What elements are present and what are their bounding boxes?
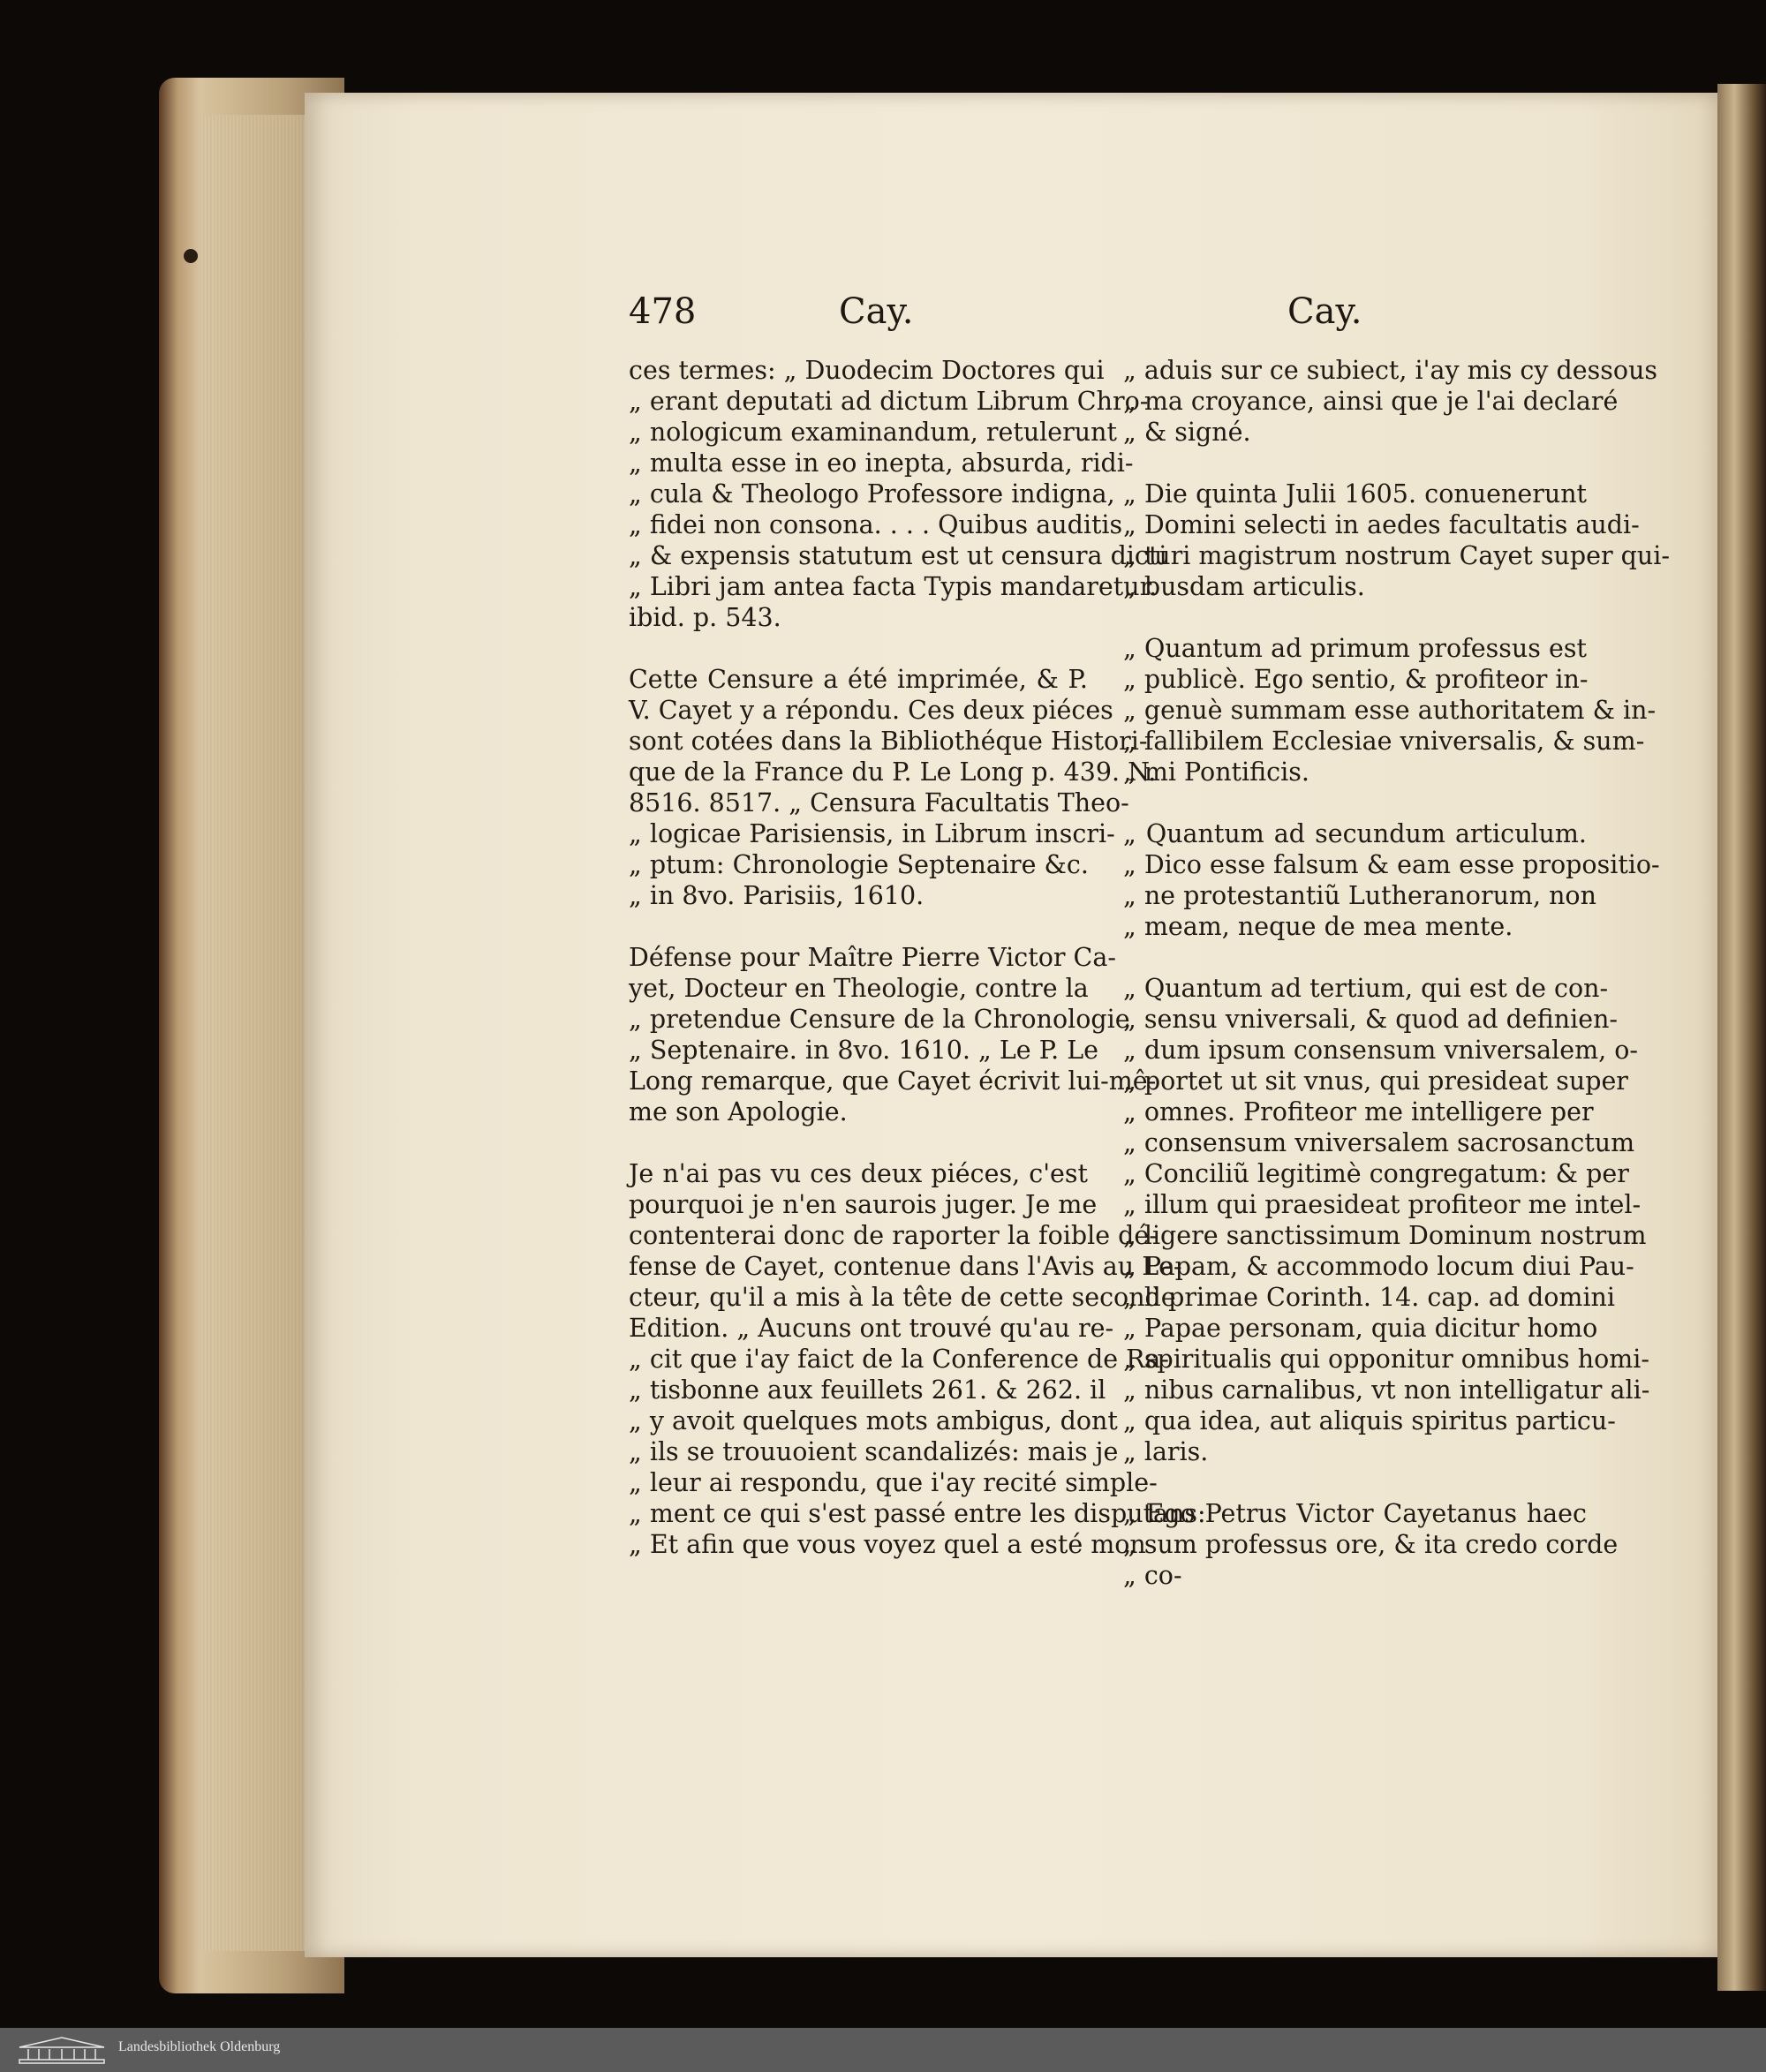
page-number: 478 [629, 291, 697, 332]
text-line: yet, Docteur en Theologie, contre la [629, 974, 1089, 1003]
text-line: cteur, qu'il a mis à la tête de cette seconde [629, 1283, 1176, 1312]
text-line: sont cotées dans la Bibliothéque Histori- [629, 727, 1148, 756]
text-line: „ laris. [1123, 1437, 1209, 1466]
paragraph-gap [1123, 1467, 1587, 1498]
text-line: „ Papae personam, quia dicitur homo [1123, 1314, 1598, 1343]
text-line: „ Papam, & accommodo locum diui Pau- [1123, 1252, 1634, 1281]
text-line: Edition. „ Aucuns ont trouvé qu'au re- [629, 1314, 1114, 1343]
paragraph-gap [629, 1127, 1088, 1158]
text-line: me son Apologie. [629, 1097, 848, 1126]
text-line: „ turi magistrum nostrum Cayet super qui- [1123, 541, 1670, 570]
paragraph-gap [1123, 602, 1587, 633]
text-line: „ & expensis statutum est ut censura dicti [629, 541, 1167, 570]
text-line: „ Domini selecti in aedes facultatis audi- [1123, 510, 1640, 539]
text-line: 8516. 8517. „ Censura Facultatis Theo- [629, 788, 1129, 817]
text-line: Cette Censure a été imprimée, & P. [629, 665, 1088, 694]
text-line: „ sensu vniversali, & quod ad definien- [1123, 1005, 1619, 1034]
text-line: „ publicè. Ego sentio, & profiteor in- [1123, 665, 1589, 694]
text-line: „ fallibilem Ecclesiae vniversalis, & sum- [1123, 727, 1645, 756]
text-line: „ portet ut sit vnus, qui presideat super [1123, 1066, 1628, 1096]
text-line: „ ils se trouuoient scandalizés: mais je [629, 1437, 1119, 1466]
text-line: „ cit que i'ay faict de la Conference de Ra- [629, 1345, 1169, 1374]
right-text-column [1123, 355, 1670, 1591]
text-line: fense de Cayet, contenue dans l'Avis au Le- [629, 1252, 1182, 1281]
text-line: „ nibus carnalibus, vt non intelligatur ali- [1123, 1375, 1650, 1405]
text-line: „ Ego Petrus Victor Cayetanus haec [1123, 1499, 1587, 1528]
text-line: „ erant deputati ad dictum Librum Chro- [629, 387, 1149, 416]
text-line: ibid. p. 543. [629, 603, 781, 632]
text-line: „ Quantum ad tertium, qui est de con- [1123, 974, 1609, 1003]
text-line: „ li primae Corinth. 14. cap. ad domini [1123, 1283, 1616, 1312]
text-line: pourquoi je n'en saurois juger. Je me [629, 1190, 1098, 1219]
text-line: Je n'ai pas vu ces deux piéces, c'est [629, 1159, 1088, 1188]
text-line: V. Cayet y a répondu. Ces deux piéces [629, 696, 1113, 725]
text-line: „ Quantum ad secundum articulum. [1123, 819, 1587, 848]
text-line: „ Die quinta Julii 1605. conuenerunt [1123, 479, 1587, 509]
text-line: „ ligere sanctissimum Dominum nostrum [1123, 1221, 1647, 1250]
text-line: „ ment ce qui s'est passé entre les disputans: [629, 1499, 1206, 1528]
text-line: „ nologicum examinandum, retulerunt [629, 418, 1117, 447]
running-head-right: Cay. [1287, 291, 1362, 332]
text-line: „ aduis sur ce subiect, i'ay mis cy dessous [1123, 356, 1658, 385]
library-name: Landesbibliothek Oldenburg [118, 2039, 281, 2054]
text-line: Long remarque, que Cayet écrivit lui-mê- [629, 1066, 1157, 1096]
running-head-left: Cay. [839, 291, 914, 332]
text-line: „ sum professus ore, & ita credo corde [1123, 1530, 1619, 1559]
text-line: „ qua idea, aut aliquis spiritus particu- [1123, 1406, 1616, 1435]
facing-page-edge [1717, 84, 1766, 1991]
text-line: „ multa esse in eo inepta, absurda, ridi- [629, 448, 1134, 478]
text-line: „ genuè summam esse authoritatem & in- [1123, 696, 1657, 725]
paragraph-gap [1123, 787, 1587, 818]
footer-bar [0, 2028, 1766, 2072]
text-line: „ illum qui praesideat profiteor me intel- [1123, 1190, 1641, 1219]
text-line: „ Conciliũ legitimè congregatum: & per [1123, 1159, 1629, 1188]
text-line: „ Dico esse falsum & eam esse propositio- [1123, 850, 1660, 879]
text-line: „ logicae Parisiensis, in Librum inscri- [629, 819, 1115, 848]
text-line: „ Et afin que vous voyez quel a esté mon [629, 1530, 1146, 1559]
text-line: „ ptum: Chronologie Septenaire &c. [629, 850, 1089, 879]
text-line: „ ne protestantiũ Lutheranorum, non [1123, 881, 1596, 910]
text-line: „ co- [1123, 1561, 1182, 1590]
text-line: „ consensum vniversalem sacrosanctum [1123, 1128, 1635, 1157]
text-line: „ mi Pontificis. [1123, 757, 1309, 787]
text-line: ces termes: „ Duodecim Doctores qui [629, 356, 1105, 385]
text-line: „ dum ipsum consensum vniversalem, o- [1123, 1036, 1639, 1065]
text-line: „ busdam articulis. [1123, 572, 1365, 601]
text-line: Défense pour Maître Pierre Victor Ca- [629, 943, 1116, 972]
text-line: „ in 8vo. Parisiis, 1610. [629, 881, 925, 910]
text-line: „ Quantum ad primum professus est [1123, 634, 1587, 663]
text-line: „ spiritualis qui opponitur omnibus homi- [1123, 1345, 1650, 1374]
text-line: „ meam, neque de mea mente. [1123, 912, 1513, 941]
text-line: „ & signé. [1123, 418, 1251, 447]
text-line: „ pretendue Censure de la Chronologie [629, 1005, 1130, 1034]
text-line: „ ma croyance, ainsi que je l'ai declaré [1123, 387, 1619, 416]
paragraph-gap [629, 633, 1088, 664]
library-logo-icon [16, 2035, 108, 2065]
text-line: „ Libri jam antea facta Typis mandaretur. [629, 572, 1158, 601]
text-line: contenterai donc de raporter la foible dé- [629, 1221, 1158, 1250]
text-line: „ tisbonne aux feuillets 261. & 262. il [629, 1375, 1106, 1405]
text-line: „ y avoit quelques mots ambigus, dont [629, 1406, 1118, 1435]
text-line: que de la France du P. Le Long p. 439. N. [629, 757, 1157, 787]
text-line: „ fidei non consona. . . . Quibus auditis [629, 510, 1123, 539]
binding-hole [184, 249, 198, 263]
paragraph-gap [1123, 942, 1587, 973]
text-line: „ cula & Theologo Professore indigna, [629, 479, 1115, 509]
paragraph-gap [629, 911, 1088, 942]
text-line: „ omnes. Profiteor me intelligere per [1123, 1097, 1594, 1126]
paragraph-gap [1123, 448, 1587, 478]
text-line: „ leur ai respondu, que i'ay recité simple- [629, 1468, 1158, 1497]
text-line: „ Septenaire. in 8vo. 1610. „ Le P. Le [629, 1036, 1099, 1065]
